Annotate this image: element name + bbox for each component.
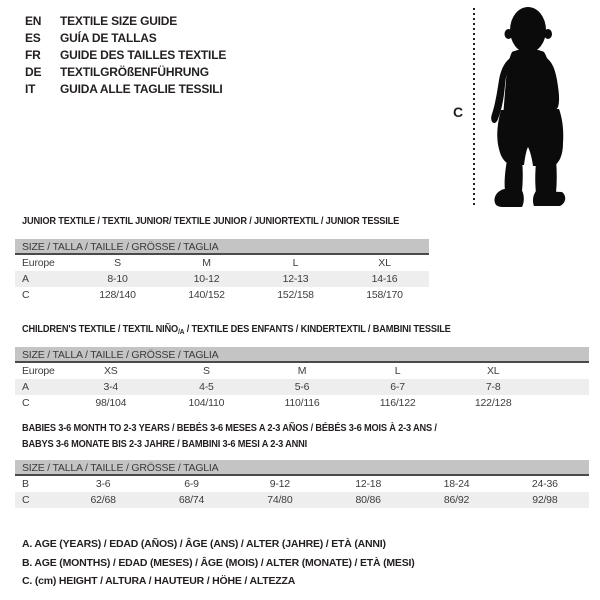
baby-silhouette-image <box>470 0 600 212</box>
size-value-cell: 152/158 <box>277 289 314 301</box>
row-label: Europe <box>22 365 55 377</box>
size-value-cell: 14-16 <box>371 273 398 285</box>
size-header-bar: SIZE / TALLA / TAILLE / GRÖSSE / TAGLIA <box>15 460 589 476</box>
size-value-cell: 12-18 <box>355 478 382 490</box>
height-measure-label: C <box>452 104 464 120</box>
language-code: EN <box>25 14 42 28</box>
size-value-cell: 158/170 <box>366 289 403 301</box>
children-title-subscript: /A <box>178 327 185 336</box>
size-header-bar: SIZE / TALLA / TAILLE / GRÖSSE / TAGLIA <box>15 239 429 255</box>
language-row-de <box>25 64 226 81</box>
size-value-cell: 140/152 <box>188 289 225 301</box>
language-row-es <box>25 30 226 47</box>
table-row <box>15 271 429 287</box>
row-label: C <box>22 494 30 506</box>
size-value-cell: 62/68 <box>90 494 116 506</box>
size-value-cell: 6-7 <box>390 381 405 393</box>
size-value-cell: 122/128 <box>474 397 512 409</box>
size-value-cell: 74/80 <box>267 494 293 506</box>
size-value-cell: 86/92 <box>443 494 470 506</box>
height-measure-figure <box>440 0 600 215</box>
language-row-it <box>25 81 226 98</box>
footnote-height-cm: C. (cm) HEIGHT / ALTURA / HAUTEUR / HÖHE / ALTEZZA <box>22 575 296 587</box>
row-label: A <box>22 273 29 285</box>
table-row <box>15 476 589 492</box>
language-code: FR <box>25 48 41 62</box>
table-row <box>15 492 589 508</box>
size-value-cell: 3-4 <box>103 381 119 393</box>
size-value-cell: M <box>297 365 307 377</box>
guide-title: TEXTILE SIZE GUIDE <box>60 14 178 28</box>
table-row <box>15 395 589 411</box>
footnote-age-years: A. AGE (YEARS) / EDAD (AÑOS) / ÂGE (ANS) / ALTER (JAHRE) / ETÀ (ANNI) <box>22 538 386 550</box>
size-value-cell: 5-6 <box>294 381 310 393</box>
table-row <box>15 255 429 271</box>
size-value-cell: 104/110 <box>188 397 225 409</box>
language-row-fr <box>25 47 226 64</box>
size-value-cell: 6-9 <box>184 478 199 490</box>
size-value-cell: 8-10 <box>107 273 128 285</box>
table-row <box>15 379 589 395</box>
size-value-cell: 128/140 <box>99 289 136 301</box>
size-value-cell: 98/104 <box>95 397 127 409</box>
children-title-text: / TEXTILE DES ENFANTS / KINDERTEXTIL / BAMBINI TESSILE <box>184 323 451 335</box>
size-value-cell: 12-13 <box>282 273 309 285</box>
babies-title-line-1: BABIES 3-6 MONTH TO 2-3 YEARS / BEBÉS 3-6 MESES A 2-3 AÑOS / BÉBÉS 3-6 MOIS À 2-3 ANS / <box>22 422 437 434</box>
language-header <box>25 13 226 98</box>
language-code: DE <box>25 65 42 79</box>
table-row <box>15 287 429 303</box>
children-size-table <box>15 347 589 411</box>
row-label: B <box>22 478 29 490</box>
size-value-cell: S <box>202 365 210 377</box>
size-value-cell: XL <box>378 257 391 269</box>
table-row <box>15 363 589 379</box>
junior-size-table <box>15 239 429 303</box>
size-value-cell: 110/116 <box>284 397 320 409</box>
size-value-cell: 7-8 <box>485 381 501 393</box>
size-value-cell: 68/74 <box>178 494 205 506</box>
size-value-cell: 116/122 <box>379 397 416 409</box>
size-value-cell: L <box>292 257 299 269</box>
guide-title: GUÍA DE TALLAS <box>60 31 157 45</box>
junior-section-title: JUNIOR TEXTILE / TEXTIL JUNIOR/ TEXTILE JUNIOR / JUNIORTEXTIL / JUNIOR TESSILE <box>22 215 400 227</box>
size-value-cell: 9-12 <box>269 478 290 490</box>
size-value-cell: M <box>202 257 211 269</box>
footnote-age-months: B. AGE (MONTHS) / EDAD (MESES) / ÂGE (MOIS) / ALTER (MONATE) / ETÀ (MESI) <box>22 556 415 569</box>
size-value-cell: 92/98 <box>532 494 558 506</box>
size-value-cell: S <box>114 257 121 269</box>
guide-title: TEXTILGRÖßENFÜHRUNG <box>60 65 209 79</box>
size-value-cell: XS <box>103 365 118 377</box>
row-label: Europe <box>22 257 55 269</box>
size-value-cell: 18-24 <box>443 478 470 490</box>
row-label: A <box>22 381 29 393</box>
language-row-en <box>25 13 226 30</box>
legend-footnotes <box>22 535 415 591</box>
size-value-cell: XL <box>486 365 500 377</box>
babies-size-table <box>15 460 589 508</box>
size-value-cell: 80/86 <box>355 494 381 506</box>
size-value-cell: 10-12 <box>193 273 220 285</box>
children-section-title <box>22 321 451 340</box>
guide-title: GUIDA ALLE TAGLIE TESSILI <box>60 82 223 96</box>
language-code: ES <box>25 31 41 45</box>
guide-title: GUIDE DES TAILLES TEXTILE <box>60 48 227 62</box>
size-value-cell: 3-6 <box>95 478 111 490</box>
size-value-cell: 24-36 <box>531 478 558 490</box>
babies-section-title <box>22 420 437 452</box>
babies-title-line-2: BABYS 3-6 MONATE BIS 2-3 JAHRE / BAMBINI 3-6 MESI A 2-3 ANNI <box>22 438 307 450</box>
size-value-cell: 4-5 <box>199 381 214 393</box>
row-label: C <box>22 397 30 409</box>
children-title-text: CHILDREN'S TEXTILE / TEXTIL NIÑO <box>22 323 179 335</box>
row-label: C <box>22 289 30 301</box>
language-code: IT <box>25 82 36 96</box>
size-header-bar: SIZE / TALLA / TAILLE / GRÖSSE / TAGLIA <box>15 347 589 363</box>
size-value-cell: L <box>394 365 401 377</box>
